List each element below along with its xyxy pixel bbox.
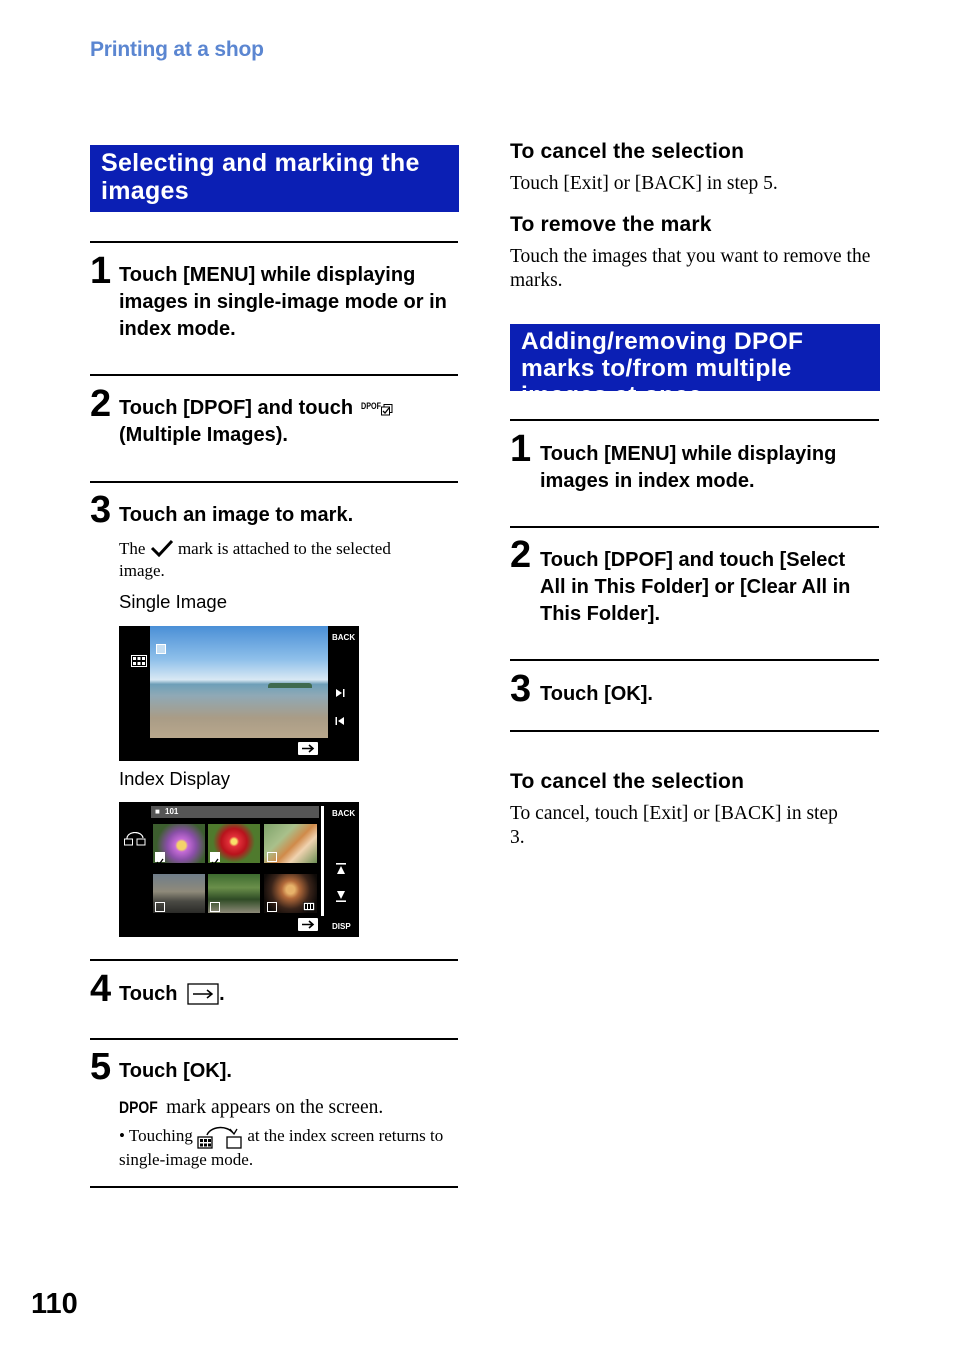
cancel-selection-heading: To cancel the selection [510,140,745,163]
step-number: 2 [90,383,112,425]
divider [510,526,879,528]
step-text: Touch [DPOF] and touch [Select All in This Folder] or [Clear All in This Folder]. [540,549,851,625]
divider [510,419,879,421]
thumbnail-checkbox[interactable] [267,852,277,862]
arrow-right-icon [298,918,318,931]
step-text-a: Touch [119,983,178,1005]
divider [90,1038,458,1040]
arrow-right-icon [298,742,318,755]
step-text-a: Touch [DPOF] and touch [119,397,354,419]
divider [90,241,458,243]
remove-mark-text: Touch the images that you want to remove the marks. [510,246,871,291]
single-image-toggle-icon[interactable] [124,832,146,846]
thumbnail-street[interactable] [153,874,205,913]
index-display-caption: Index Display [119,768,231,789]
mark-checkbox[interactable] [156,644,166,654]
step-number: 3 [90,489,112,531]
thumbnail-flower-purple[interactable] [153,824,205,863]
step-text: Touch [OK]. [540,683,653,705]
step-number: 2 [510,534,532,576]
index-display-screen [119,802,359,937]
step-text-b: (Multiple Images). [119,424,288,446]
step-number: 5 [90,1046,112,1088]
page-number: 110 [31,1288,78,1320]
step-number: 1 [90,250,112,292]
step-bullet [119,1123,459,1171]
note-text: mark appears on the screen. [166,1097,384,1118]
next-image-icon[interactable] [335,688,345,698]
divider [90,1186,458,1188]
divider [90,959,458,961]
next-step-button[interactable] [298,918,318,931]
dpof-icon-label: DPOF [360,401,381,411]
section-title: Selecting and marking the images [90,145,459,212]
bullet-part-b: at the index screen returns to single-image mode. [119,1126,444,1169]
back-button[interactable]: BACK [332,633,356,642]
checkmark-icon [150,539,174,557]
island [268,683,312,688]
arrow-button-icon [187,983,219,1005]
dpof-multiple-icon [359,396,393,416]
index-toggle-icon [131,655,147,667]
remove-mark-heading: To remove the mark [510,213,712,236]
divider [510,730,879,732]
dpof-mark-icon: DPOF [119,1098,158,1117]
step-text: Touch [OK]. [119,1060,232,1082]
step-number: 4 [90,968,112,1010]
thumbnail-flower-red[interactable] [208,824,260,863]
section-header: Printing at a shop [90,38,264,61]
movie-icon [303,902,315,911]
thumbnail-checkbox[interactable] [155,852,165,862]
step-text [119,981,225,1008]
note-part-a: The [119,539,146,558]
thumbnail-garden[interactable] [208,874,260,913]
folder-icon-label: ■ [155,807,160,816]
step-text: Touch an image to mark. [119,504,354,526]
thumbnail-night-tree[interactable] [264,874,317,913]
thumbnail-checkbox[interactable] [267,902,277,912]
scroll-down-icon[interactable] [336,890,346,902]
step-text: Touch [MENU] while displaying images in index mode. [540,443,837,492]
scroll-up-icon[interactable] [336,863,346,875]
divider [90,481,458,483]
step-number: 1 [510,428,532,470]
step-text [119,395,459,449]
bullet-part-a: • Touching [119,1126,193,1145]
folder-name: 101 [165,807,179,816]
back-button[interactable]: BACK [332,809,356,818]
cancel-selection-text: Touch [Exit] or [BACK] in step 5. [510,173,778,194]
note-part-b: mark is attached to the selected image. [119,539,391,580]
single-image-toggle-icon [197,1123,243,1149]
step-number: 3 [510,668,532,710]
scrollbar[interactable] [321,806,324,916]
step-note [119,1096,449,1120]
folder-bar [151,806,319,818]
thumbnail-checkbox[interactable] [155,902,165,912]
step-note [119,538,439,582]
next-step-button[interactable] [298,742,318,755]
step-text: Touch [MENU] while displaying images in single-image mode or in index mode. [119,264,447,340]
divider [510,659,879,661]
cancel-selection-heading: To cancel the selection [510,770,745,793]
beach-photo[interactable] [150,626,328,738]
cancel-selection-text: To cancel, touch [Exit] or [BACK] in step 3. [510,803,838,848]
section-title: Adding/removing DPOF marks to/from multiple images at once [510,324,880,391]
single-image-caption: Single Image [119,591,227,612]
step-text-b: . [219,983,225,1005]
prev-image-icon[interactable] [335,716,345,726]
thumbnail-checkbox[interactable] [210,902,220,912]
thumbnail-checkbox[interactable] [210,852,220,862]
divider [90,374,458,376]
single-image-screen [119,626,359,761]
thumbnail-dog[interactable] [264,824,317,863]
disp-button[interactable]: DISP [332,922,351,931]
